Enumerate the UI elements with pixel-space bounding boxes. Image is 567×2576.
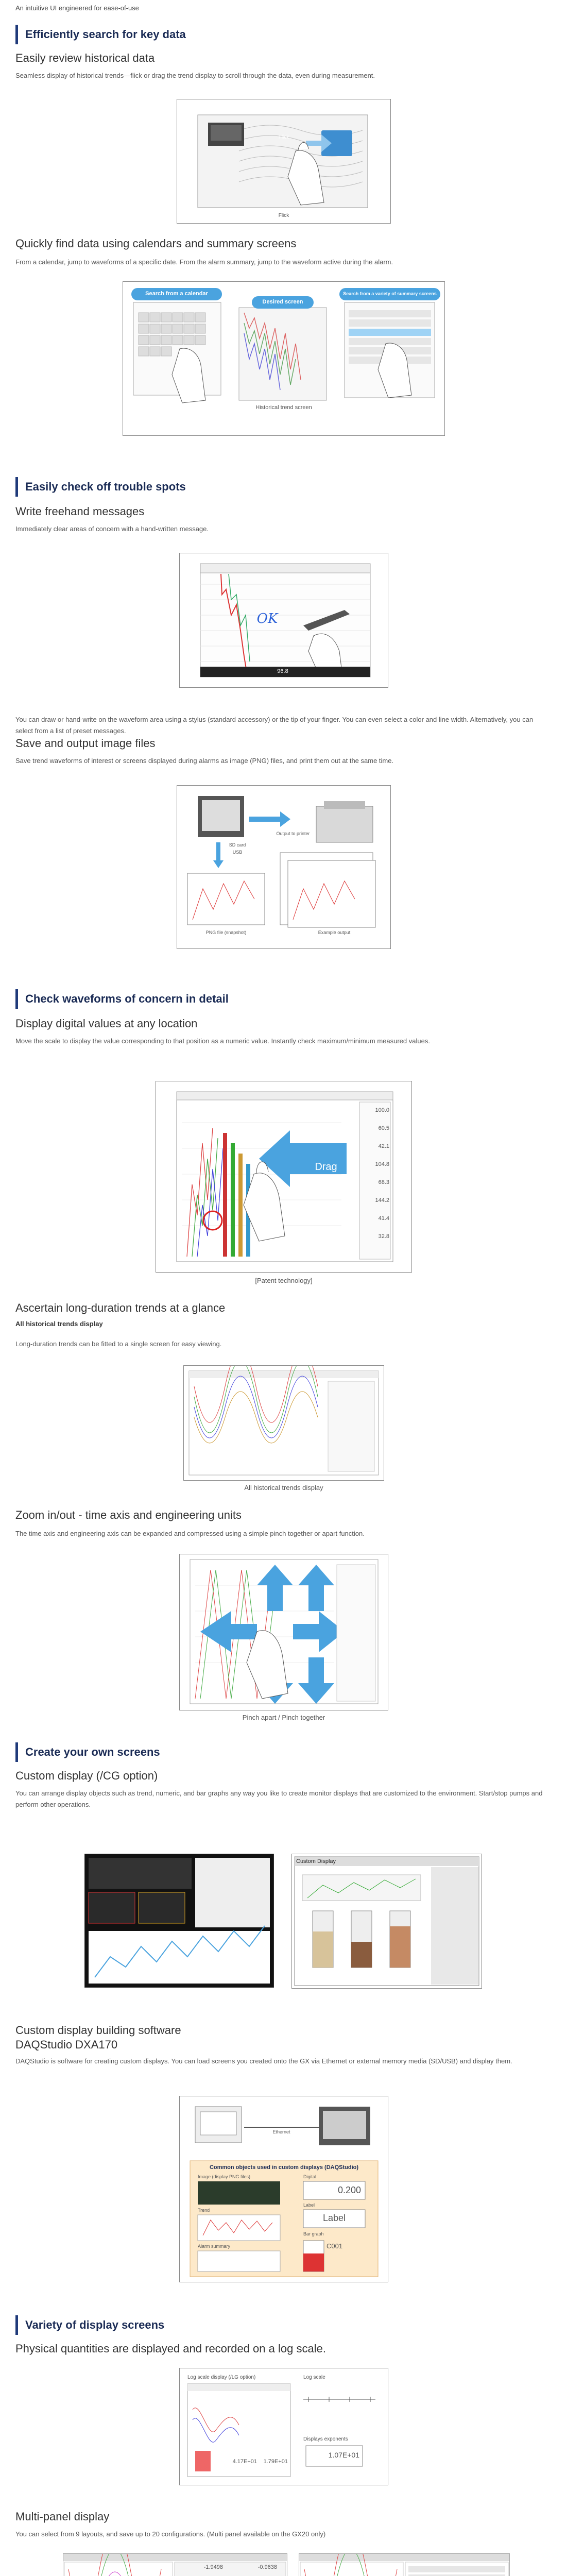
caption-patent: [Patent technology] [255,1277,313,1284]
subtitle-long-duration: Ascertain long-duration trends at a glance [15,1301,226,1314]
caption-pinch: Pinch apart / Pinch together [242,1714,325,1721]
figure-drag-scale [156,1081,412,1273]
subtitle-multi-panel: Multi-panel display [15,2510,110,2523]
text-save-output: Save trend waveforms of interest or screens displayed during alarms as image (PNG) files, and print them out at the same time. [15,757,394,765]
label-bar-graph: Bar graph [303,2231,324,2236]
figure-flick-trend [177,99,391,224]
subtitle-daqstudio: DAQStudio DXA170 [15,2038,118,2051]
figure-multi-panel-2 [299,2553,510,2576]
subtitle-all-historical: All historical trends display [15,1320,103,1328]
figure-log-scale [179,2368,388,2485]
multi-val-1: -0.9638 [257,2564,277,2570]
label-output-printer: Output to printer [276,831,310,836]
text-long-duration: Long-duration trends can be fitted to a single screen for easy viewing. [15,1340,222,1348]
subtitle-custom-display: Custom display (/CG option) [15,1769,158,1782]
drag-label: Drag [315,1161,337,1173]
text-review-historical: Seamless display of historical trends—flick or drag the trend display to scroll through the data, even during measurement. [15,72,375,79]
button-search-calendar: Search from a calendar [145,291,208,297]
label-value: Label [322,2213,346,2223]
bar-graph-value: C001 [327,2242,343,2250]
scale-value-4: 68.3 [378,1179,389,1185]
subtitle-log-scale: Physical quantities are displayed and recorded on a log scale. [15,2342,326,2355]
subtitle-find-data: Quickly find data using calendars and summary screens [15,237,297,250]
label-log-option: Log scale display (/LG option) [187,2375,256,2380]
figure-multi-panel-1 [63,2553,287,2576]
exponent-value: 1.07E+01 [328,2451,359,2459]
log-value-2: 1.79E+01 [263,2459,288,2465]
figure-save-output [177,785,391,949]
text-digital-values: Move the scale to display the value corresponding to that position as a numeric value. Instantly check maximum/minimum measured values. [15,1037,430,1045]
text-daqstudio: DAQStudio is software for creating custom displays. You can load screens you created onto the GX via Ethernet or external memory media (SD/USB) and display them. [15,2057,512,2065]
label-log-scale: Log scale [303,2375,325,2380]
scale-value-5: 144.2 [375,1197,389,1204]
subtitle-freehand: Write freehand messages [15,505,145,518]
label-png-file: PNG file (snapshot) [205,930,247,935]
label-label: Label [303,2202,315,2208]
section-heading-trouble: Easily check off trouble spots [15,477,552,497]
scale-value-6: 41.4 [378,1215,389,1222]
text-find-data: From a calendar, jump to waveforms of a specific date. From the alarm summary, jump to the waveform active during the alarm. [15,258,393,266]
button-desired-screen: Desired screen [262,299,303,305]
subtitle-zoom: Zoom in/out - time axis and engineering units [15,1509,242,1521]
digital-value: 0.200 [337,2185,361,2195]
daqstudio-panel-title: Common objects used in custom displays (DAQStudio) [209,2164,359,2171]
label-example-output: Example output [318,930,351,935]
custom-display-title: Custom Display [296,1858,336,1865]
text-freehand-detail: You can draw or hand-write on the waveform area using a stylus (standard accessory) or the tip of your finger. You can even select a color and line width. Alternatively, you can select from a list of preset messages. [15,716,534,735]
section-heading-custom: Create your own screens [15,1742,552,1762]
label-usb: USB [232,850,243,855]
intro-text: An intuitive UI engineered for ease-of-use [15,4,139,12]
label-exponents: Displays exponents [303,2436,348,2442]
handwritten-ok: OK [256,611,278,626]
label-alarm-summary: Alarm summary [198,2244,231,2249]
button-search-summary: Search from a variety of summary screens [343,291,437,296]
label-image-objects: Image (display PNG files) [198,2174,251,2179]
section-heading-variety: Variety of display screens [15,2315,552,2335]
subtitle-digital-values: Display digital values at any location [15,1017,198,1030]
scale-value-7: 32.8 [378,1233,389,1240]
flick-caption: Flick [278,213,289,218]
label-ethernet: Ethernet [272,2129,290,2134]
figure-custom-screen-2 [291,1854,482,1989]
subtitle-review-historical: Easily review historical data [15,52,155,64]
figure-freehand [179,553,388,688]
text-custom-display: You can arrange display objects such as trend, numeric, and bar graphs any way you like to create monitor displays that are customized to the environment. Start/stop pumps and perform other operations. [15,1789,543,1808]
log-value-1: 4.17E+01 [232,2459,257,2465]
caption-all-historical: All historical trends display [244,1484,323,1492]
section-heading-search: Efficiently search for key data [15,25,552,44]
subtitle-building-software: Custom display building software [15,2024,181,2037]
figure-all-historical [183,1365,384,1481]
multi-val-0: -1.9498 [203,2564,223,2570]
scale-value-0: 100.0 [375,1107,389,1113]
subtitle-save-output: Save and output image files [15,737,156,750]
label-digital: Digital [303,2174,317,2179]
section-heading-waveforms: Check waveforms of concern in detail [15,989,552,1009]
text-freehand: Immediately clear areas of concern with a hand-written message. [15,525,209,533]
label-sd-card: SD card [229,842,246,848]
text-multi-panel: You can select from 9 layouts, and save up to 20 configurations. (Multi panel available on the GX20 only) [15,2530,326,2538]
figure-custom-screen-1 [84,1854,274,1988]
freehand-value: 96.8 [277,668,288,674]
figure-calendar-summary [123,281,445,436]
caption-historical-trend: Historical trend screen [255,404,312,411]
flick-badge: Flick [278,134,289,140]
scale-value-1: 60.5 [378,1125,389,1131]
scale-value-3: 104.8 [375,1161,389,1167]
figure-daqstudio [179,2096,388,2282]
scale-value-2: 42.1 [378,1143,389,1149]
figure-zoom [179,1554,388,1710]
text-zoom: The time axis and engineering axis can be expanded and compressed using a simple pinch together or apart function. [15,1530,365,1537]
label-trend: Trend [198,2208,210,2213]
